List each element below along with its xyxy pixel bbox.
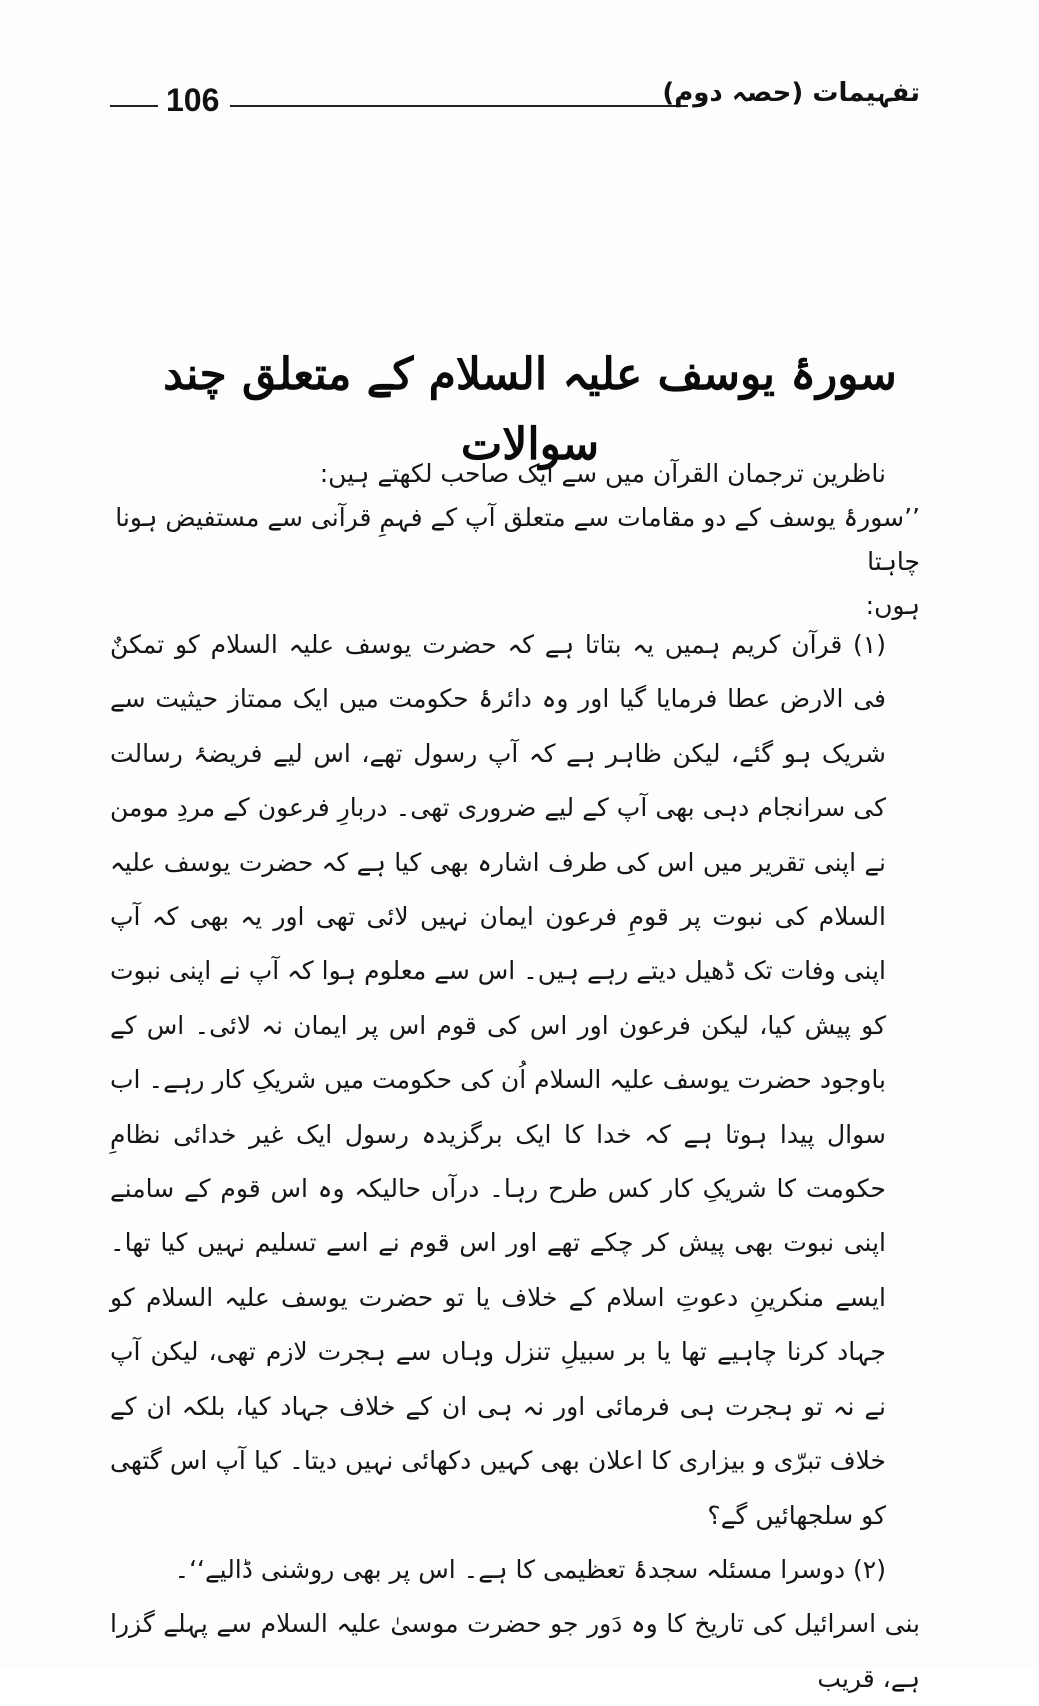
header-rule-middle [230, 105, 688, 107]
question-2-paragraph: (۲) دوسرا مسئلہ سجدۂ تعظیمی کا ہے۔ اس پر بھی روشنی ڈالیے‘‘۔ [174, 1554, 886, 1584]
quote-line-2: ہوں: [865, 591, 920, 620]
book-title: تفہیمات (حصہ دوم) [662, 78, 920, 108]
quote-line-1: ’’سورۂ یوسف کے دو مقامات سے متعلق آپ کے فہمِ قرآنی سے مستفیض ہونا چاہتا [115, 503, 920, 576]
header-rule-left [110, 105, 158, 107]
intro-lead: ناظرین ترجمان القرآن میں سے ایک صاحب لکھتے ہیں: [319, 459, 886, 488]
running-header [110, 78, 920, 128]
question-1-paragraph: (۱) قرآن کریم ہمیں یہ بتاتا ہے کہ حضرت یوسف علیہ السلام کو تمکنٌ فی الارض عطا فرمایا گیا اور وہ دائرۂ حکومت میں ایک ممتاز حیثیت سے شریک ہو گئے، لیکن ظاہر ہے کہ آپ رسول تھے، اس لیے فریضۂ رسالت کی سرانجام دہی بھی آپ کے لیے ضروری تھی۔ دربارِ فرعون کے مردِ مومن نے اپنی تقریر میں اس کی طرف اشارہ بھی کیا ہے کہ حضرت یوسف علیہ السلام کی نبوت پر قومِ فرعون ایمان نہیں لائی تھی اور یہ بھی کہ آپ اپنی وفات تک ڈھیل دیتے رہے ہیں۔ اس سے معلوم ہوا کہ آپ نے اپنی نبوت کو پیش کیا، لیکن فرعون اور اس کی قوم اس پر ایمان نہ لائی۔ اس کے باوجود حضرت یوسف علیہ السلام اُن کی حکومت میں شریکِ کار رہے۔ اب سوال پیدا ہوتا ہے کہ خدا کا ایک برگزیدہ رسول ایک غیر خدائی نظامِ حکومت کا شریکِ کار کس طرح رہا۔ درآں حالیکہ وہ اس قوم کے سامنے اپنی نبوت بھی پیش کر چکے تھے اور اس قوم نے اسے تسلیم نہیں کیا تھا۔ ایسے منکرینِ دعوتِ اسلام کے خلاف یا تو حضرت یوسف علیہ السلام کو جہاد کرنا چاہیے تھا یا بر سبیلِ تنزل وہاں سے ہجرت لازم تھی، لیکن آپ نے نہ تو ہجرت ہی فرمائی اور نہ ہی ان کے خلاف جہاد کیا، بلکہ ان کے خلاف تبرّی و بیزاری کا اعلان بھی کہیں دکھائی نہیں دیتا۔ کیا آپ اس گتھی کو سلجھائیں گے؟ [110, 630, 886, 1530]
body-section [110, 618, 920, 1706]
page-number: 106 [166, 82, 220, 118]
answer-paragraph: بنی اسرائیل کی تاریخ کا وہ دَور جو حضرت موسیٰ علیہ السلام سے پہلے گزرا ہے، قریب [110, 1609, 920, 1693]
intro-section [110, 452, 920, 628]
chapter-heading: سورۂ یوسف علیہ السلام کے متعلق چند سوالات [163, 349, 897, 470]
